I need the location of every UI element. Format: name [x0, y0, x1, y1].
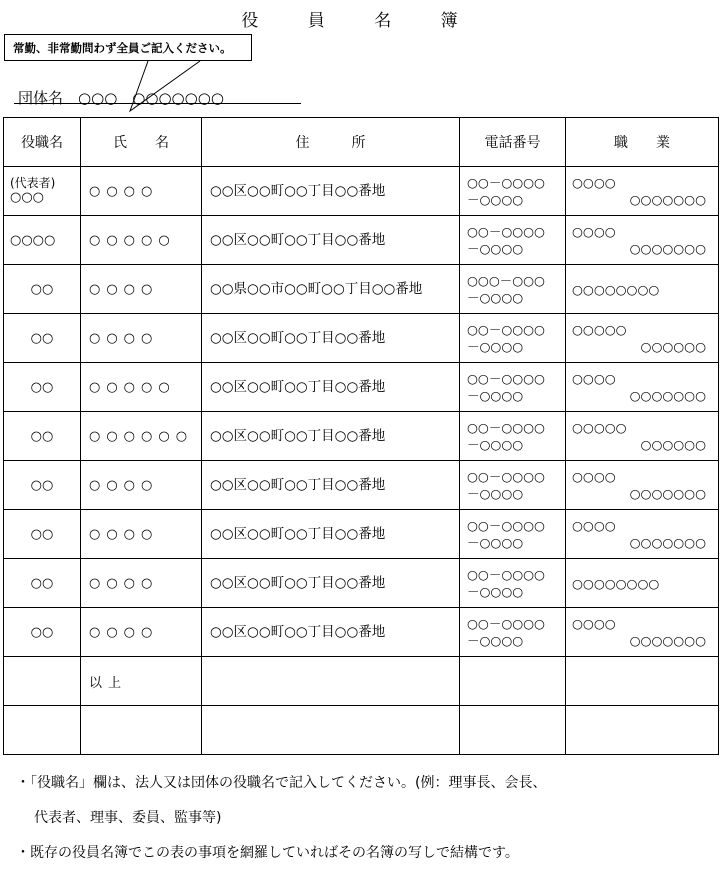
cell-role: [4, 461, 81, 510]
cell-name: ○○○○: [81, 265, 202, 314]
table-row: [4, 265, 719, 314]
phone-line-2: －○○○○: [467, 633, 524, 648]
cell-name: ○○○○: [81, 559, 202, 608]
phone-line-2: －○○○○: [467, 584, 524, 599]
phone-line-2: －○○○○: [467, 241, 524, 256]
page-title: 役 員 名 簿: [241, 11, 480, 31]
header-address: 住 所: [202, 118, 460, 167]
occupation-line-1: ○○○○○: [572, 420, 627, 435]
table-row: [4, 706, 719, 755]
cell-phone: [460, 363, 566, 412]
table-row: [4, 314, 719, 363]
phone-line-2: －○○○○: [467, 388, 524, 403]
cell-name: ○○○○○: [81, 363, 202, 412]
cell-phone: [460, 461, 566, 510]
header-phone: 電話番号: [460, 118, 566, 167]
table-row: [4, 412, 719, 461]
note-1-continued: 代表者、理事、委員、監事等): [34, 810, 222, 826]
role-value: ○○: [30, 477, 54, 493]
header-name: 氏 名: [81, 118, 202, 167]
cell-address: ○○区○○町○○丁目○○番地: [202, 363, 460, 412]
cell-phone: [460, 706, 566, 755]
cell-occupation: [566, 706, 719, 755]
occupation-line-1: ○○○○: [572, 175, 616, 190]
organization-underline: [14, 103, 301, 104]
cell-name: ○○○○: [81, 608, 202, 657]
phone-line-1: ○○－○○○○: [467, 567, 545, 582]
phone-line-1: ○○－○○○○: [467, 322, 545, 337]
phone-line-1: ○○－○○○○: [467, 371, 545, 386]
cell-address: ○○区○○町○○丁目○○番地: [202, 559, 460, 608]
phone-line-2: －○○○○: [467, 486, 524, 501]
cell-role: [4, 510, 81, 559]
occupation-line-2: ○○○○○○○: [629, 388, 706, 403]
table-row: [4, 608, 719, 657]
roster-table: [3, 117, 719, 755]
cell-phone: [460, 167, 566, 216]
cell-address: ○○区○○町○○丁目○○番地: [202, 216, 460, 265]
cell-occupation: [566, 216, 719, 265]
cell-name: ○○○○: [81, 314, 202, 363]
phone-line-1: ○○－○○○○: [467, 420, 545, 435]
occupation-line-1: ○○○○○○○○: [572, 575, 660, 591]
role-value: ○○○: [10, 190, 45, 205]
role-value: ○○: [30, 281, 54, 297]
role-sub-label: (代表者): [10, 176, 56, 190]
cell-occupation: [566, 657, 719, 706]
phone-line-1: ○○－○○○○: [467, 224, 545, 239]
cell-address: ○○区○○町○○丁目○○番地: [202, 167, 460, 216]
occupation-line-2: ○○○○○○: [640, 437, 706, 452]
occupation-line-1: ○○○○: [572, 371, 616, 386]
table-row: [4, 559, 719, 608]
occupation-line-1: ○○○○: [572, 518, 616, 533]
occupation-line-2: ○○○○○○○: [629, 633, 706, 648]
phone-line-2: －○○○○: [467, 437, 524, 452]
cell-phone: [460, 657, 566, 706]
table-header-row: [4, 118, 719, 167]
notes: [16, 772, 546, 877]
table-row: [4, 167, 719, 216]
occupation-line-1: ○○○○: [572, 469, 616, 484]
role-value: ○○: [30, 330, 54, 346]
table-row: [4, 216, 719, 265]
occupation-line-2: ○○○○○○: [640, 339, 706, 354]
occupation-line-1: ○○○○: [572, 224, 616, 239]
cell-occupation: [566, 608, 719, 657]
cell-occupation: [566, 461, 719, 510]
organization-value: ○○○ ○○○○○○○: [78, 89, 224, 107]
table-row: [4, 363, 719, 412]
cell-role: [4, 314, 81, 363]
cell-address: ○○区○○町○○丁目○○番地: [202, 412, 460, 461]
cell-address: ○○区○○町○○丁目○○番地: [202, 461, 460, 510]
cell-name: [81, 706, 202, 755]
table-row: [4, 461, 719, 510]
phone-line-1: ○○－○○○○: [467, 175, 545, 190]
note-1: ・「役職名」欄は、法人又は団体の役職名で記入してください。(例：理事長、会長、: [16, 775, 547, 791]
role-value: ○○: [30, 379, 54, 395]
phone-line-1: ○○－○○○○: [467, 518, 545, 533]
role-value: ○○: [30, 526, 54, 542]
cell-occupation: [566, 559, 719, 608]
cell-name: 以上: [81, 657, 202, 706]
phone-line-2: －○○○○: [467, 290, 524, 305]
cell-phone: [460, 412, 566, 461]
cell-name: ○○○○: [81, 510, 202, 559]
cell-name: ○○○○: [81, 167, 202, 216]
phone-line-2: －○○○○: [467, 192, 524, 207]
cell-occupation: [566, 510, 719, 559]
cell-name: ○○○○○: [81, 216, 202, 265]
cell-phone: [460, 559, 566, 608]
cell-role: [4, 657, 81, 706]
cell-occupation: [566, 265, 719, 314]
cell-address: ○○区○○町○○丁目○○番地: [202, 608, 460, 657]
cell-address: [202, 706, 460, 755]
occupation-line-1: ○○○○○: [572, 322, 627, 337]
cell-occupation: [566, 167, 719, 216]
callout-note: 常勤、非常勤問わず全員ご記入ください。: [4, 34, 252, 61]
cell-name: ○○○○○○: [81, 412, 202, 461]
cell-role: [4, 559, 81, 608]
cell-address: ○○区○○町○○丁目○○番地: [202, 314, 460, 363]
occupation-line-1: ○○○○: [572, 616, 616, 631]
phone-line-1: ○○○－○○○: [467, 273, 545, 288]
cell-role: [4, 265, 81, 314]
cell-phone: [460, 265, 566, 314]
header-role: 役職名: [4, 118, 81, 167]
cell-address: ○○県○○市○○町○○丁目○○番地: [202, 265, 460, 314]
phone-line-2: －○○○○: [467, 535, 524, 550]
cell-occupation: [566, 412, 719, 461]
cell-phone: [460, 608, 566, 657]
cell-role: [4, 363, 81, 412]
table-row: [4, 510, 719, 559]
cell-address: [202, 657, 460, 706]
organization-name-row: [18, 87, 224, 108]
cell-address: ○○区○○町○○丁目○○番地: [202, 510, 460, 559]
cell-role: [4, 167, 81, 216]
role-value: ○○: [30, 575, 54, 591]
table-row: [4, 657, 719, 706]
phone-line-2: －○○○○: [467, 339, 524, 354]
cell-phone: [460, 510, 566, 559]
occupation-line-2: ○○○○○○○: [629, 192, 706, 207]
cell-occupation: [566, 363, 719, 412]
phone-line-1: ○○－○○○○: [467, 616, 545, 631]
note-2: ・既存の役員名簿でこの表の事項を網羅していればその名簿の写しで結構です。: [16, 845, 519, 861]
organization-label: 団体名: [18, 89, 64, 107]
role-value: ○○: [30, 624, 54, 640]
role-value: ○○: [30, 428, 54, 444]
cell-role: [4, 706, 81, 755]
cell-role: [4, 412, 81, 461]
occupation-line-2: ○○○○○○○: [629, 486, 706, 501]
cell-phone: [460, 216, 566, 265]
cell-role: [4, 216, 81, 265]
header-occupation: 職 業: [566, 118, 719, 167]
occupation-line-1: ○○○○○○○○: [572, 281, 660, 297]
cell-phone: [460, 314, 566, 363]
cell-name: ○○○○: [81, 461, 202, 510]
phone-line-1: ○○－○○○○: [467, 469, 545, 484]
cell-occupation: [566, 314, 719, 363]
role-value: ○○○○: [10, 232, 56, 248]
occupation-line-2: ○○○○○○○: [629, 535, 706, 550]
occupation-line-2: ○○○○○○○: [629, 241, 706, 256]
cell-role: [4, 608, 81, 657]
